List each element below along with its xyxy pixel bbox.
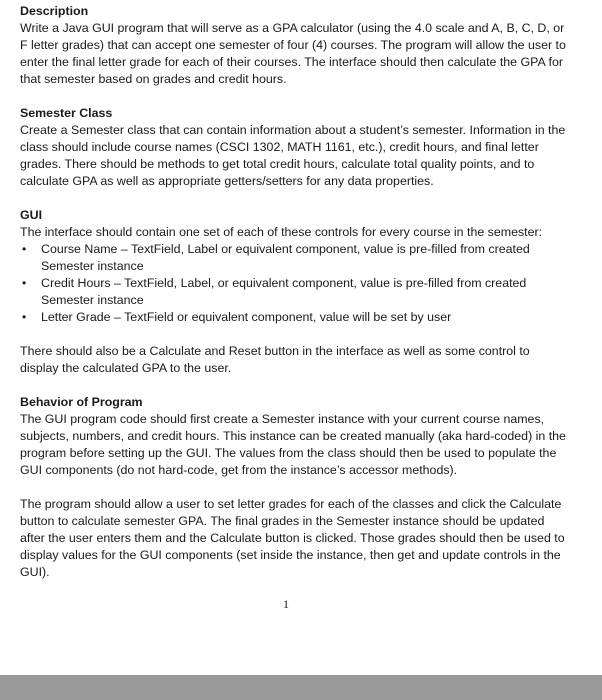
semester-class-text: Create a Semester class that can contain information about a student’s semester. Information in the class should include course names (CSCI 1302, MATH 1161, etc.), credit hours, and final letter grades. There should be methods to get total credit hours, calculate total quality points, and to calculate GPA as well as appropriate getters/setters for any data properties. xyxy=(20,123,566,188)
gui-intro-text: The interface should contain one set of each of these controls for every course in the semester: xyxy=(20,225,543,239)
description-heading: Description xyxy=(20,4,89,18)
behavior-section-2 xyxy=(20,496,568,581)
behavior-paragraph-1: The GUI program code should first create a Semester instance with your current course names, subjects, numbers, and credit hours. This instance can be created manually (aka hard-coded) in the program before setting up the GUI. The values from the class should then be used to populate the GUI components (do not hard-code, get from the instance’s accessor methods). xyxy=(20,412,566,477)
gui-section xyxy=(20,207,568,326)
bottom-bar xyxy=(0,675,602,700)
semester-class-heading: Semester Class xyxy=(20,106,113,120)
page-number: 1 xyxy=(283,597,289,611)
list-item-text: Course Name – TextField, Label or equivalent component, value is pre-filled from created Semester instance xyxy=(41,242,530,273)
bullet-icon: • xyxy=(22,276,27,290)
gui-buttons-section xyxy=(20,343,568,377)
gui-buttons-text: There should also be a Calculate and Reset button in the interface as well as some control to display the calculated GPA to the user. xyxy=(20,344,530,375)
bullet-icon: • xyxy=(22,310,27,324)
behavior-paragraph-2: The program should allow a user to set letter grades for each of the classes and click the Calculate button to calculate semester GPA. The final grades in the Semester instance should be updated after the user enters them and the Calculate button is clicked. Those grades should then be used to display values for the GUI components (set inside the instance, then get and update controls in the GUI). xyxy=(20,497,565,579)
list-item-text: Letter Grade – TextField or equivalent component, value will be set by user xyxy=(41,310,452,324)
document-content xyxy=(20,3,568,598)
gui-heading: GUI xyxy=(20,208,43,222)
semester-class-section xyxy=(20,105,568,190)
list-item xyxy=(20,241,568,275)
description-section xyxy=(20,3,568,88)
bullet-icon: • xyxy=(22,242,27,256)
list-item xyxy=(20,309,568,326)
behavior-heading: Behavior of Program xyxy=(20,395,143,409)
gui-controls-list xyxy=(20,241,568,326)
list-item-text: Credit Hours – TextField, Label, or equivalent component, value is pre-filled from created Semester instance xyxy=(41,276,527,307)
behavior-section xyxy=(20,394,568,479)
list-item xyxy=(20,275,568,309)
description-text: Write a Java GUI program that will serve as a GPA calculator (using the 4.0 scale and A, B, C, D, or F letter grades) that can accept one semester of four (4) courses. The program will allow the user to enter the final letter grade for each of their courses. The interface should then calculate the GPA for that semester based on grades and credit hours. xyxy=(20,21,566,86)
